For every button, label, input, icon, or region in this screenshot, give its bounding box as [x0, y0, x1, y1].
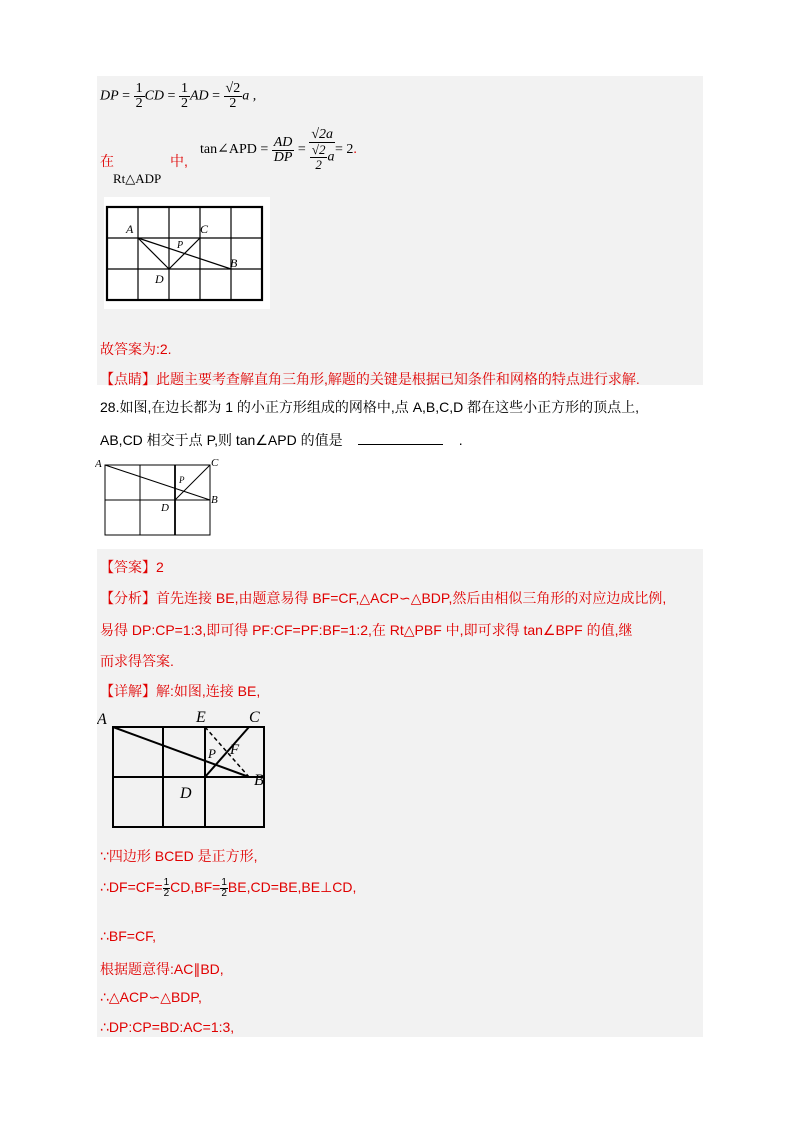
- detail-line: 【详解】解:如图,连接 BE,: [100, 683, 261, 699]
- answer-blank: [358, 432, 443, 445]
- fig1-label-d: D: [155, 272, 164, 286]
- step-5: ∴△ACP∽△BDP,: [100, 989, 202, 1005]
- fig3-label-b: B: [254, 772, 264, 789]
- equation-dp: DP = $\frac{1}{2}$ CD = $\frac{1}{2}$ AD = $\frac{√2}{2}$ a ,: [100, 81, 257, 111]
- analysis-line-3: 而求得答案.: [100, 653, 174, 669]
- fig3-label-c: C: [249, 709, 260, 726]
- grid-figure-2: [95, 454, 225, 540]
- zai-text: 在: [100, 153, 114, 169]
- grid-figure-1: [104, 197, 270, 309]
- fig3-label-f: F: [230, 742, 240, 758]
- fig2-label-p: P: [179, 475, 185, 485]
- fig1-label-a: A: [126, 222, 134, 236]
- equation-tan: tan∠APD = $\frac{AD}{DP}$ = √2a $\frac{√2}{2}$ a = 2.: [200, 127, 357, 172]
- step-3: ∴BF=CF,: [100, 928, 156, 944]
- fig2-label-b: B: [211, 494, 218, 506]
- fig1-label-b: B: [230, 256, 238, 270]
- answer-line: 【答案】2: [100, 559, 164, 575]
- grid-figure-3: [97, 703, 272, 829]
- analysis-line-1: 【分析】首先连接 BE,由题意易得 BF=CF,△ACP∽△BDP,然后由相似三角形的对应边成比例,: [100, 590, 667, 606]
- fig2-label-c: C: [211, 457, 219, 469]
- fig2-label-d: D: [161, 502, 169, 514]
- question-line-1: 28.如图,在边长都为 1 的小正方形组成的网格中,点 A,B,C,D 都在这些小正方形的顶点上,: [100, 399, 640, 415]
- analysis-line-2: 易得 DP:CP=1:3,即可得 PF:CF=PF:BF=1:2,在 Rt△PBF 中,即可求得 tan∠BPF 的值,继: [100, 622, 633, 638]
- fig2-label-a: A: [95, 458, 102, 470]
- fig3-label-p: P: [208, 746, 216, 761]
- fig3-label-d: D: [180, 785, 192, 802]
- top-answer: 故答案为:2.: [100, 341, 172, 357]
- step-2: ∴DF=CF= $\frac{1}{2}$ CD,BF= $\frac{1}{2}$ BE,CD=BE,BE⊥CD,: [100, 877, 357, 899]
- question-line-2: AB,CD 相交于点 P,则 tan∠APD 的值是 .: [100, 432, 463, 448]
- top-comment: 【点睛】此题主要考查解直角三角形,解题的关键是根据已知条件和网格的特点进行求解.: [100, 371, 640, 387]
- fig3-label-e: E: [196, 709, 206, 726]
- zhong-text: 中,: [170, 153, 188, 169]
- rt-triangle-label: Rt△ADP: [113, 171, 162, 186]
- step-6: ∴DP:CP=BD:AC=1:3,: [100, 1019, 235, 1035]
- step-4: 根据题意得:AC∥BD,: [100, 961, 224, 977]
- fig1-label-c: C: [200, 222, 209, 236]
- fig3-label-a: A: [97, 711, 107, 728]
- step-1: ∵四边形 BCED 是正方形,: [100, 848, 258, 864]
- fig1-label-p: P: [177, 240, 184, 251]
